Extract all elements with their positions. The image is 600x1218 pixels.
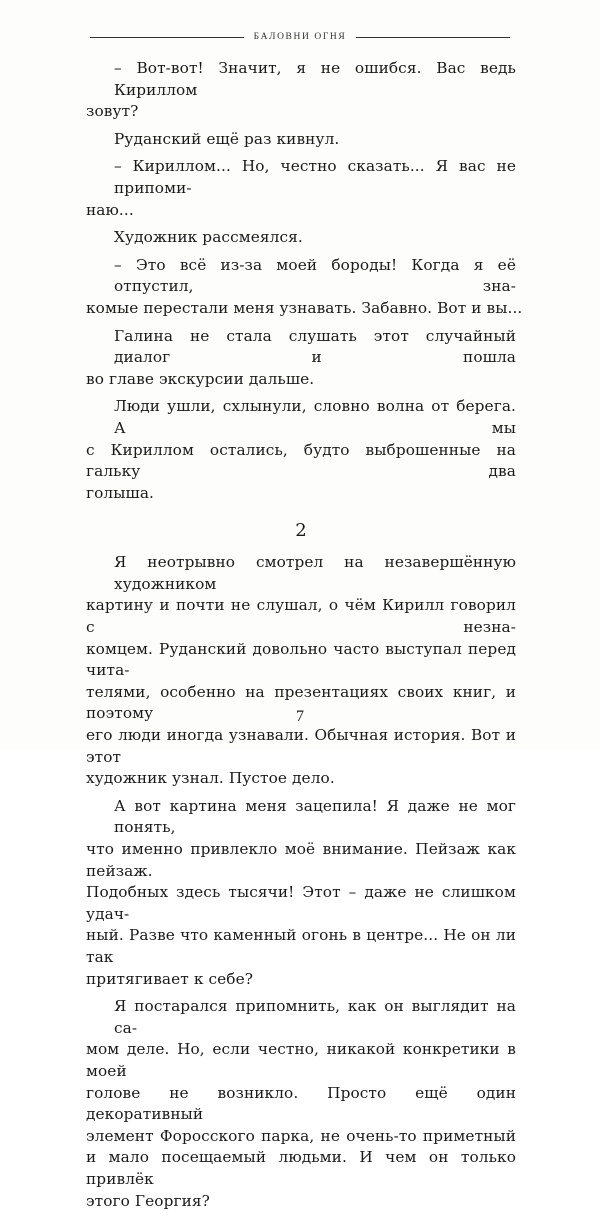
text-line: А вот картина меня зацепила! Я даже не мог понять, bbox=[114, 796, 516, 837]
paragraph bbox=[86, 58, 516, 123]
page-number: 7 bbox=[296, 708, 304, 725]
text-line: картину и почти не слушал, о чём Кирилл говорил с незна- bbox=[86, 596, 516, 637]
running-head bbox=[90, 30, 510, 44]
paragraph bbox=[86, 326, 516, 391]
text-line: Руданский ещё раз кивнул. bbox=[114, 129, 340, 148]
text-line: с Кириллом остались, будто выброшенные на гальку два bbox=[86, 440, 516, 481]
paragraph bbox=[86, 227, 516, 249]
text-line: Люди ушли, схлынули, словно волна от берега. А мы bbox=[114, 397, 516, 437]
paragraph bbox=[86, 996, 516, 1212]
text-line: телями, особенно на презентациях своих книг, и поэтому bbox=[86, 682, 516, 723]
paragraphs-top bbox=[86, 58, 523, 504]
running-head-rule-right bbox=[356, 37, 510, 38]
paragraph bbox=[86, 255, 523, 320]
paragraph bbox=[86, 129, 516, 151]
paragraph bbox=[86, 156, 516, 221]
text-line: мом деле. Но, если честно, никакой конкретики в моей bbox=[86, 1040, 516, 1080]
paragraph bbox=[86, 552, 516, 790]
running-head-title: БАЛОВНИ ОГНЯ bbox=[253, 32, 347, 42]
text-line: Я постарался припомнить, как он выглядит на са- bbox=[114, 997, 516, 1037]
text-line: Художник рассмеялся. bbox=[114, 228, 303, 247]
text-line: его люди иногда узнавали. Обычная история. Вот и этот bbox=[86, 726, 516, 766]
text-line: – Это всё из-за моей бороды! Когда я её отпустил, зна- bbox=[114, 255, 516, 296]
chapter-number: 2 bbox=[295, 520, 307, 542]
paragraphs-bottom bbox=[86, 552, 516, 1212]
paragraph bbox=[86, 796, 516, 990]
text-line: наю... bbox=[86, 200, 134, 219]
text-line: и мало посещаемый людьми. И чем он только привлёк bbox=[86, 1148, 516, 1188]
text-line: ный. Разве что каменный огонь в центре... Не он ли так bbox=[86, 926, 516, 966]
text-line: художник узнал. Пустое дело. bbox=[86, 769, 335, 788]
text-line: голове не возникло. Просто ещё один декоративный bbox=[86, 1083, 516, 1124]
running-head-rule-left bbox=[90, 37, 244, 38]
text-line: Галина не стала слушать этот случайный диалог и пошла bbox=[114, 326, 516, 367]
text-line: комые перестали меня узнавать. Забавно. Вот и вы... bbox=[86, 298, 523, 317]
text-line: этого Георгия? bbox=[86, 1191, 210, 1210]
text-line: элемент Форосского парка, не очень-то приметный bbox=[86, 1126, 516, 1145]
text-line: притягивает к себе? bbox=[86, 969, 254, 988]
text-line: комцем. Руданский довольно часто выступал перед чита- bbox=[86, 639, 516, 680]
text-line: Подобных здесь тысячи! Этот – даже не слишком удач- bbox=[86, 883, 516, 923]
text-line: что именно привлекло моё внимание. Пейзаж как пейзаж. bbox=[86, 840, 516, 880]
text-line: голыша. bbox=[86, 483, 155, 502]
text-line: – Кириллом... Но, честно сказать... Я вас не припоми- bbox=[114, 157, 516, 197]
text-line: – Вот-вот! Значит, я не ошибся. Вас ведь Кириллом bbox=[114, 59, 516, 99]
text-line: зовут? bbox=[86, 102, 139, 121]
text-line: во главе экскурсии дальше. bbox=[86, 369, 315, 388]
paragraph bbox=[86, 396, 516, 504]
text-line: Я неотрывно смотрел на незавершённую художником bbox=[114, 553, 516, 593]
body-text bbox=[86, 58, 523, 1218]
